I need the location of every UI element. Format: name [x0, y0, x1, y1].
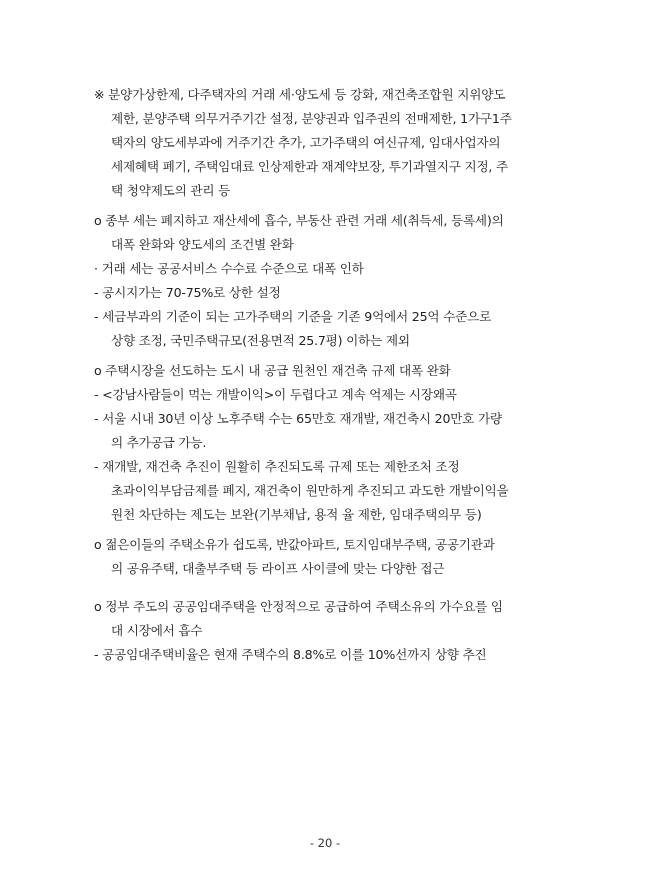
sub-item: - 공공임대주택비율은 현재 주택수의 8.8%로 이를 10%선까지 상향 추진	[94, 647, 487, 662]
bullet-continuation: 의 공유주택, 대출부주택 등 라이프 사이클에 맞는 다양한 접근	[111, 561, 445, 576]
bullet-line: o 주택시장을 선도하는 도시 내 공급 원천인 재건축 규제 대폭 완화	[94, 363, 451, 378]
note-line: 택 청약제도의 관리 등	[111, 183, 231, 198]
note-line: 택자의 양도세부과에 거주기간 추가, 고가주택의 여신규제, 임대사업자의	[111, 135, 501, 150]
sub-item-continuation: 초과이익부담금제를 폐지, 재건축이 원만하게 추진되고 과도한 개발이익을	[111, 483, 509, 498]
sub-item: - 서울 시내 30년 이상 노후주택 수는 65만호 재개발, 재건축시 20만호 가량	[94, 411, 502, 426]
bullet-line: o 젊은이들의 주택소유가 쉽도록, 반값아파트, 토지임대부주택, 공공기관과	[94, 537, 495, 552]
bullet-line: o 정부 주도의 공공임대주택을 안정적으로 공급하여 주택소유의 가수요를 임	[94, 599, 503, 614]
sub-item: - 세금부과의 기준이 되는 고가주택의 기준을 기존 9억에서 25억 수준으로	[94, 309, 492, 324]
sub-item-continuation: 원천 차단하는 제도는 보완(기부채납, 용적 율 제한, 임대주택의무 등)	[111, 507, 482, 522]
sub-item: - 공시지가는 70-75%로 상한 설정	[94, 285, 281, 300]
sub-item-continuation: 상향 조정, 국민주택규모(전용면적 25.7평) 이하는 제외	[111, 333, 410, 348]
bullet-continuation: 대 시장에서 흡수	[111, 623, 203, 638]
note-line: 제한, 분양주택 의무거주기간 설정, 분양권과 입주권의 전매제한, 1가구1주	[111, 111, 512, 126]
note-line: ※ 분양가상한제, 다주택자의 거래 세·양도세 등 강화, 재건축조합원 지위양도	[94, 87, 506, 102]
page-number: - 20 -	[309, 836, 341, 850]
sub-item: - 재개발, 재건축 추진이 원활히 추진되도록 규제 또는 제한조처 조정	[94, 459, 460, 474]
bullet-continuation: 대폭 완화와 양도세의 조건별 완화	[111, 237, 294, 252]
sub-item: - <강남사람들이 먹는 개발이익>이 두렵다고 계속 억제는 시장왜곡	[94, 387, 457, 402]
note-line: 세제혜택 폐기, 주택임대료 인상제한과 재계약보장, 투기과열지구 지정, 주	[111, 159, 508, 174]
sub-item-continuation: 의 추가공급 가능.	[111, 435, 207, 450]
sub-item: · 거래 세는 공공서비스 수수료 수준으로 대폭 인하	[94, 261, 364, 276]
bullet-line: o 종부 세는 폐지하고 재산세에 흡수, 부동산 관련 거래 세(취득세, 등록세)의	[94, 213, 504, 228]
